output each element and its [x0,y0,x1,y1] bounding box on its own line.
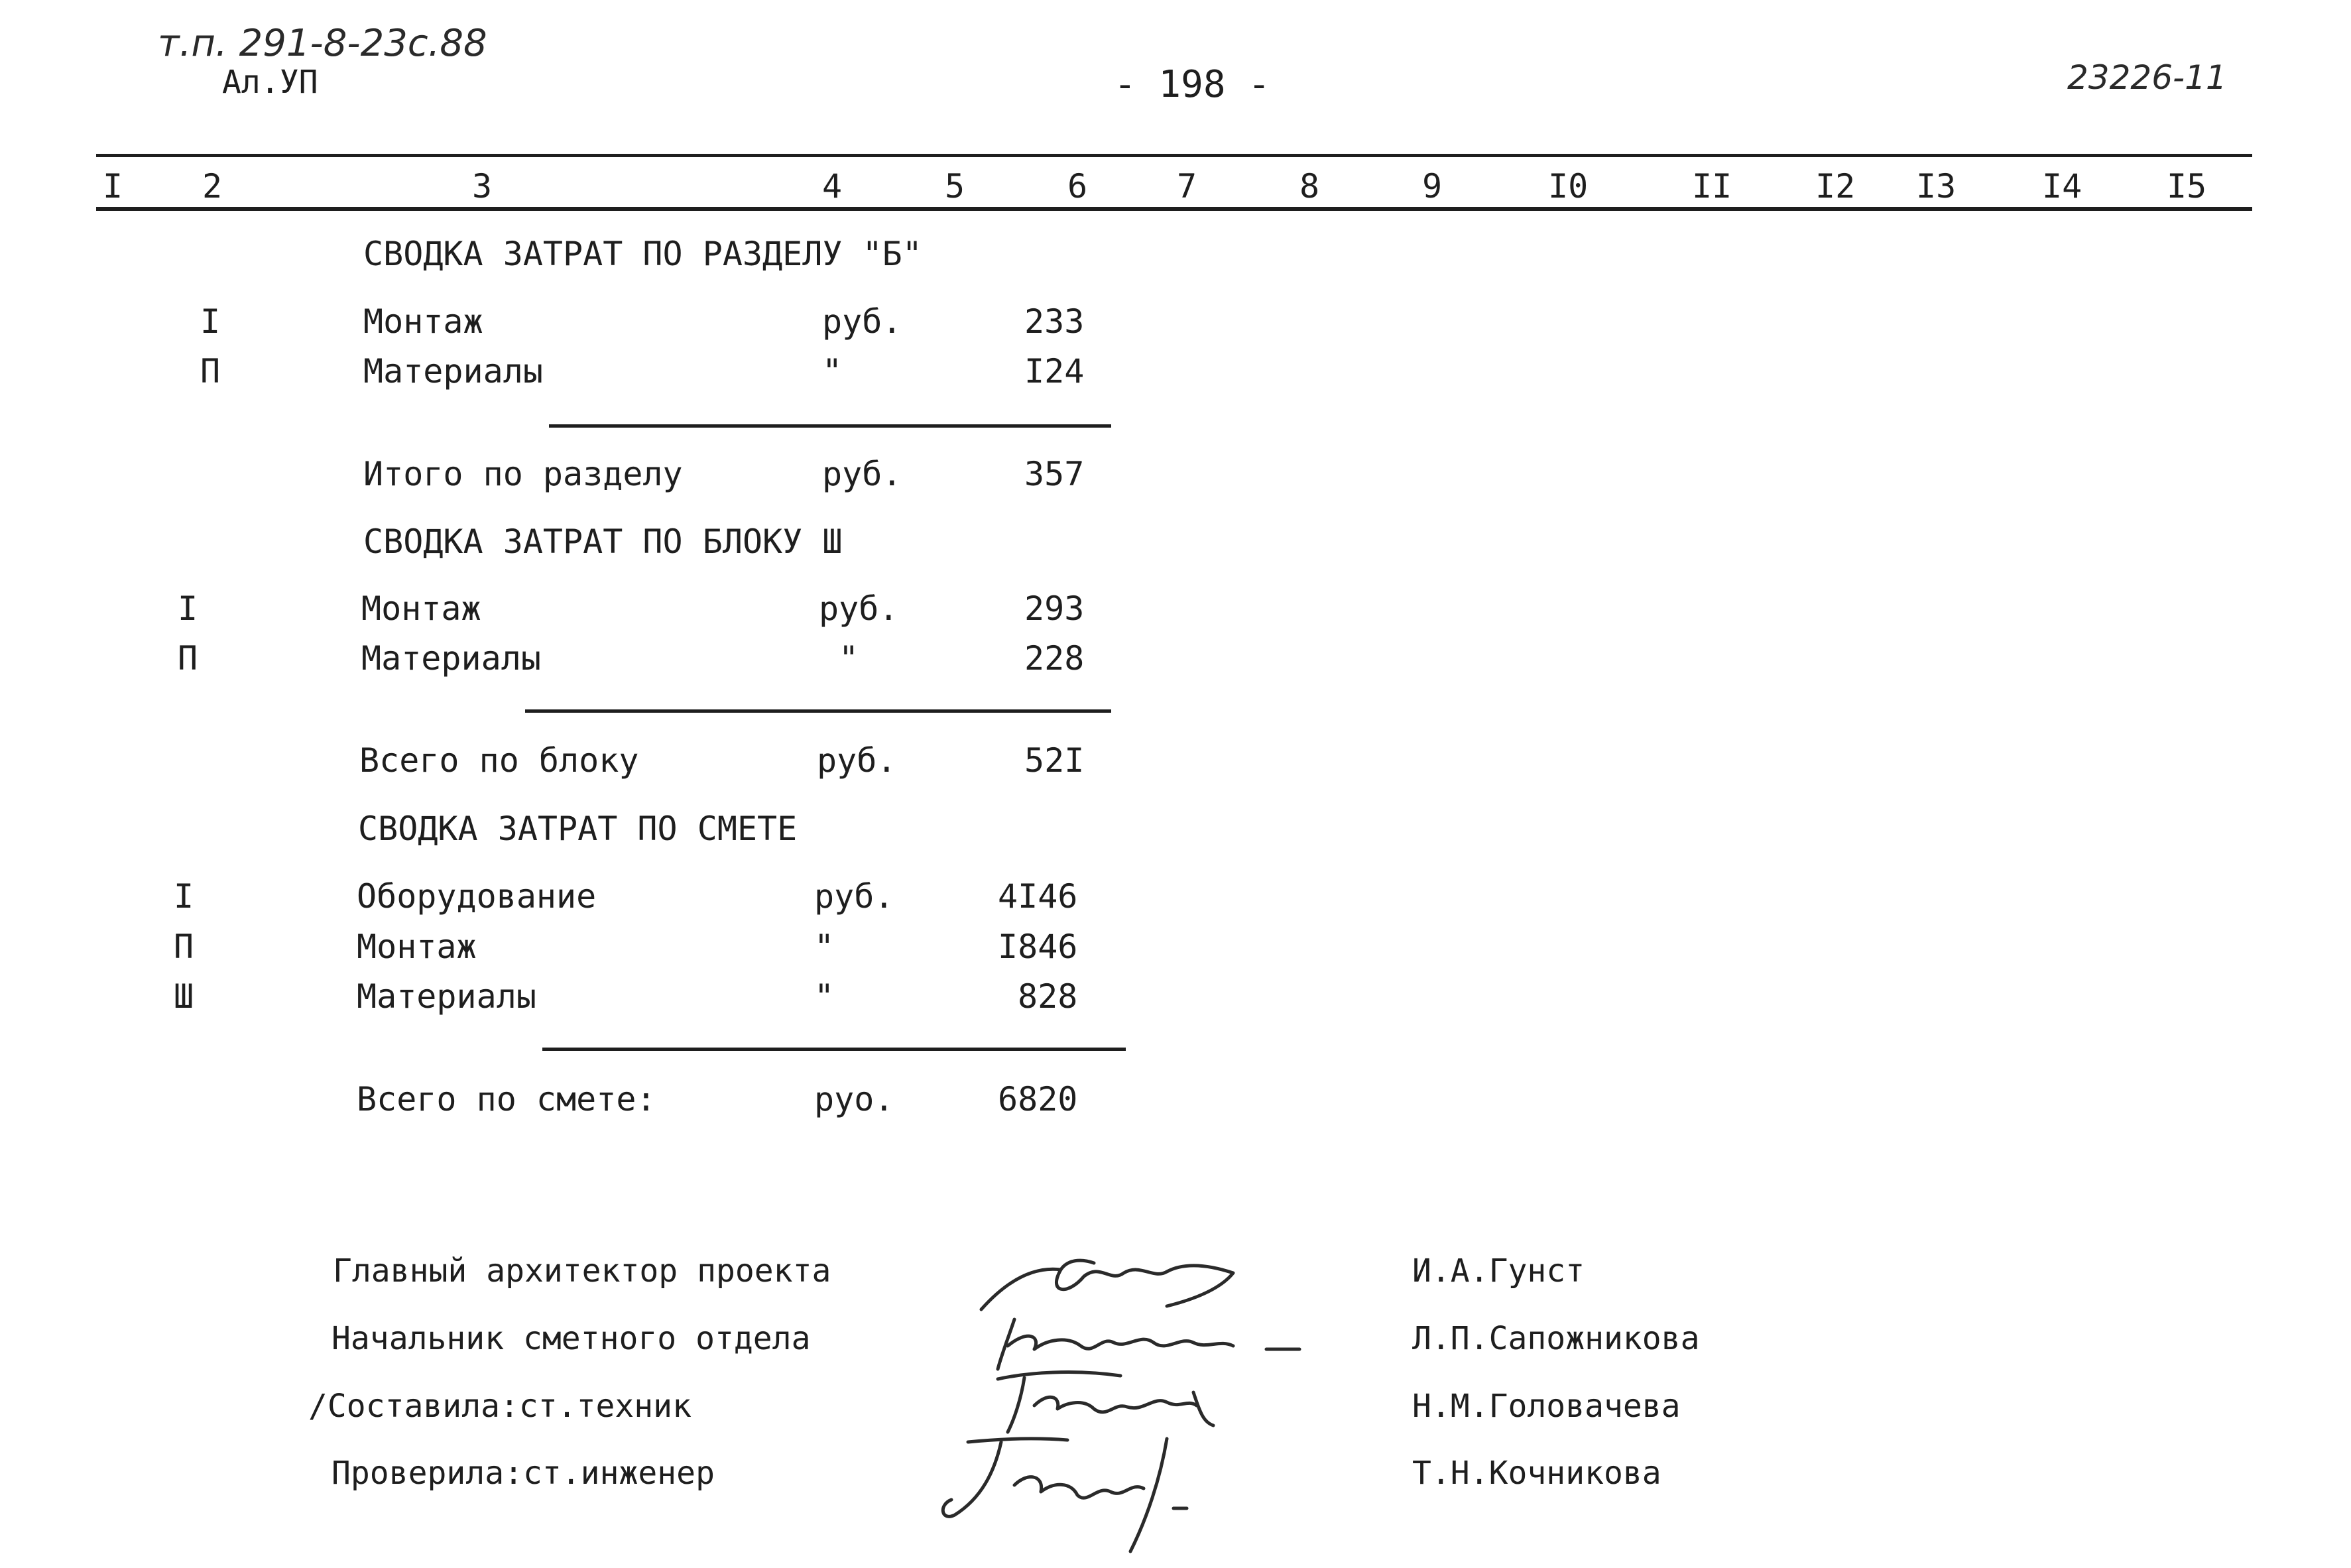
column-number: I5 [2167,167,2207,206]
row-unit: руб. [814,877,894,916]
column-number: II [1692,167,1732,206]
column-number: I2 [1815,167,1856,206]
column-number: 9 [1422,167,1443,206]
row-value: I846 [998,928,1078,966]
column-number: 5 [945,167,965,206]
section-b-total-unit: руб. [822,455,902,493]
column-number: I4 [2042,167,2082,206]
stamp-line-1: т.п. 291-8-23с.88 [158,22,487,65]
signatory-name: Т.Н.Кочникова [1412,1455,1661,1492]
estimate-total-label: Всего по смете: [357,1080,656,1118]
column-number: 8 [1299,167,1320,206]
row-unit: руб. [819,589,899,628]
block-3-title: СВОДКА ЗАТРАТ ПО БЛОКУ Ш [363,522,843,561]
signature-role: Главный архитектор проекта [333,1252,831,1290]
block-3-total-label: Всего по блоку [359,741,639,780]
estimate-title: СВОДКА ЗАТРАТ ПО СМЕТЕ [358,810,798,848]
column-number: 3 [472,167,493,206]
signatory-name: И.А.Гунст [1412,1252,1585,1290]
row-number: П [178,639,198,678]
signature-role: Начальник сметного отдела [332,1320,811,1357]
block-3-total-value: 52I [1024,741,1085,780]
row-name: Материалы [357,977,536,1016]
row-value: 828 [1018,977,1078,1016]
row-number: I [174,877,194,916]
row-unit: " [839,639,859,678]
column-number: I0 [1548,167,1589,206]
row-value: 228 [1024,639,1085,678]
column-number: I3 [1916,167,1957,206]
row-number: П [174,928,194,966]
column-number: I [103,167,123,206]
signatory-name: Л.П.Сапожникова [1412,1320,1700,1357]
row-number: П [200,352,221,391]
header-bottom-rule [96,207,2252,211]
column-number: 2 [202,167,223,206]
column-number: 7 [1177,167,1197,206]
section-b-subtotal-rule [549,424,1111,428]
row-unit: " [814,928,835,966]
row-value: I24 [1024,352,1085,391]
row-unit: " [822,352,843,391]
section-b-title: СВОДКА ЗАТРАТ ПО РАЗДЕЛУ "Б" [363,235,922,273]
section-b-total-label: Итого по разделу [363,455,683,493]
row-number: I [200,302,221,341]
row-value: 4I46 [998,877,1078,916]
column-number: 4 [822,167,843,206]
row-name: Монтаж [363,302,483,341]
signature-role: /Составила:ст.техник [308,1388,692,1425]
signatory-name: Н.М.Головачева [1412,1388,1681,1425]
block-3-subtotal-rule [525,709,1111,713]
row-name: Материалы [361,639,541,678]
row-name: Монтаж [361,589,481,628]
row-name: Монтаж [357,928,477,966]
row-name: Оборудование [357,877,597,916]
row-number: Ш [174,977,194,1016]
section-b-total-value: 357 [1024,455,1085,493]
stamp-line-2: Ал.УП [222,64,318,101]
reference-code: 23226-11 [2067,58,2227,97]
block-3-total-unit: руб. [817,741,897,780]
estimate-subtotal-rule [542,1048,1126,1051]
column-number: 6 [1067,167,1088,206]
row-number: I [178,589,198,628]
estimate-total-value: 6820 [998,1080,1078,1118]
row-value: 233 [1024,302,1085,341]
row-unit: руб. [822,302,902,341]
row-name: Материалы [363,352,543,391]
estimate-total-unit: руо. [814,1080,894,1118]
page-number: - 198 - [1114,63,1271,106]
row-value: 293 [1024,589,1085,628]
handwritten-signature [928,1425,1233,1558]
header-top-rule [96,154,2252,157]
signature-role: Проверила:ст.инженер [332,1455,715,1492]
row-unit: " [814,977,835,1016]
